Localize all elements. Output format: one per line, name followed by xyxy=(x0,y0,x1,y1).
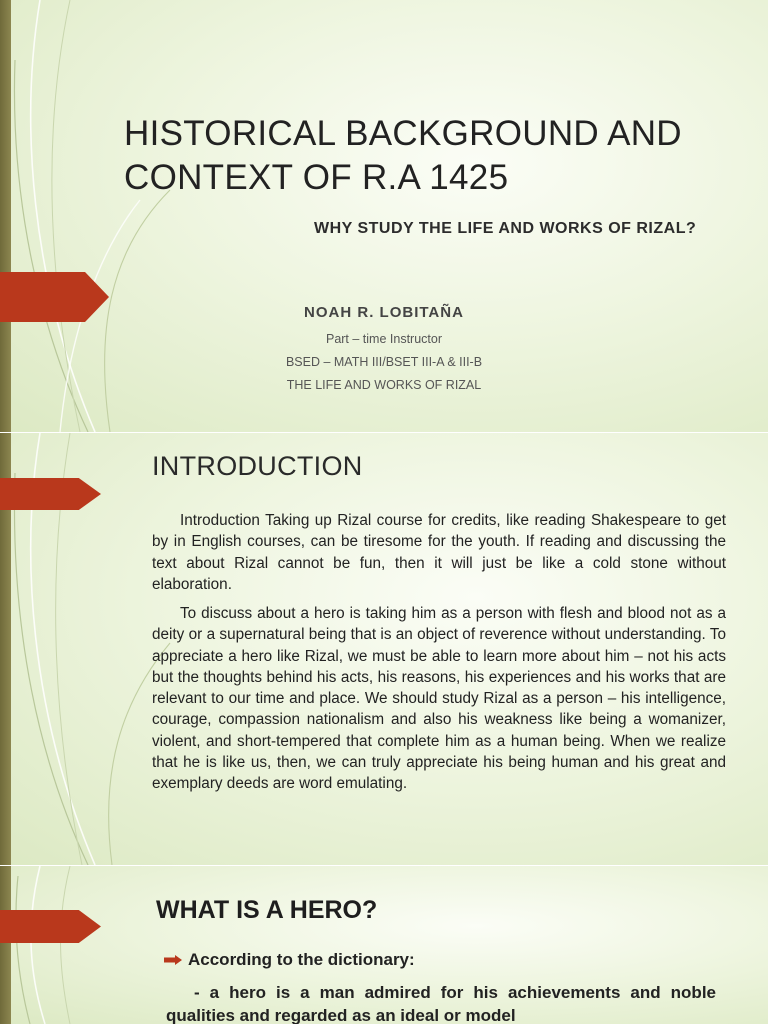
introduction-heading: INTRODUCTION xyxy=(152,451,363,481)
introduction-slide xyxy=(0,433,768,865)
hero-definition-slide xyxy=(0,866,768,1024)
slide-title: HISTORICAL BACKGROUND AND CONTEXT OF R.A 1425 xyxy=(124,114,682,197)
course-title: THE LIFE AND WORKS OF RIZAL xyxy=(286,378,482,392)
author-name: NOAH R. LOBITAÑA xyxy=(304,304,464,321)
hero-heading: WHAT IS A HERO? xyxy=(156,896,378,924)
course-section: BSED – MATH III/BSET III-A & III-B xyxy=(285,355,483,369)
intro-paragraph-1: Introduction Taking up Rizal course for credits, like reading Shakespeare to get by in English courses, can be tiresome for the youth. If reading and discussing the text about Rizal cannot be fun, then it will just be like a cold stone without elaboration. xyxy=(152,512,726,593)
slide-subtitle: WHY STUDY THE LIFE AND WORKS OF RIZAL? xyxy=(314,220,697,237)
title-slide xyxy=(0,0,768,432)
arrow-bullet-icon xyxy=(164,955,182,965)
intro-paragraph-2: To discuss about a hero is taking him as a person with flesh and blood not as a deity or a supernatural being that is an object of reverence without understanding. To appreciate a hero like Rizal, we must be able to learn more about him – not his acts but the thoughts behind his acts, his reasons, his experiences and his works that are relevant to our time and place. We should study Rizal as a person – his intelligence, courage, compassion nationalism and also his weakness like being a womanizer, violent, and short-tempered that complete him as a human being. When we realize that he is like us, then, we can truly appreciate his being human and his great and exemplary deeds are word emulating. xyxy=(152,605,726,793)
author-position: Part – time Instructor xyxy=(325,332,442,346)
bullet-text: According to the dictionary: xyxy=(188,950,415,969)
hero-definition: - a hero is a man admired for his achievements and noble qualities and regarded as an ideal or model xyxy=(166,983,716,1024)
bullet-item xyxy=(164,950,415,970)
